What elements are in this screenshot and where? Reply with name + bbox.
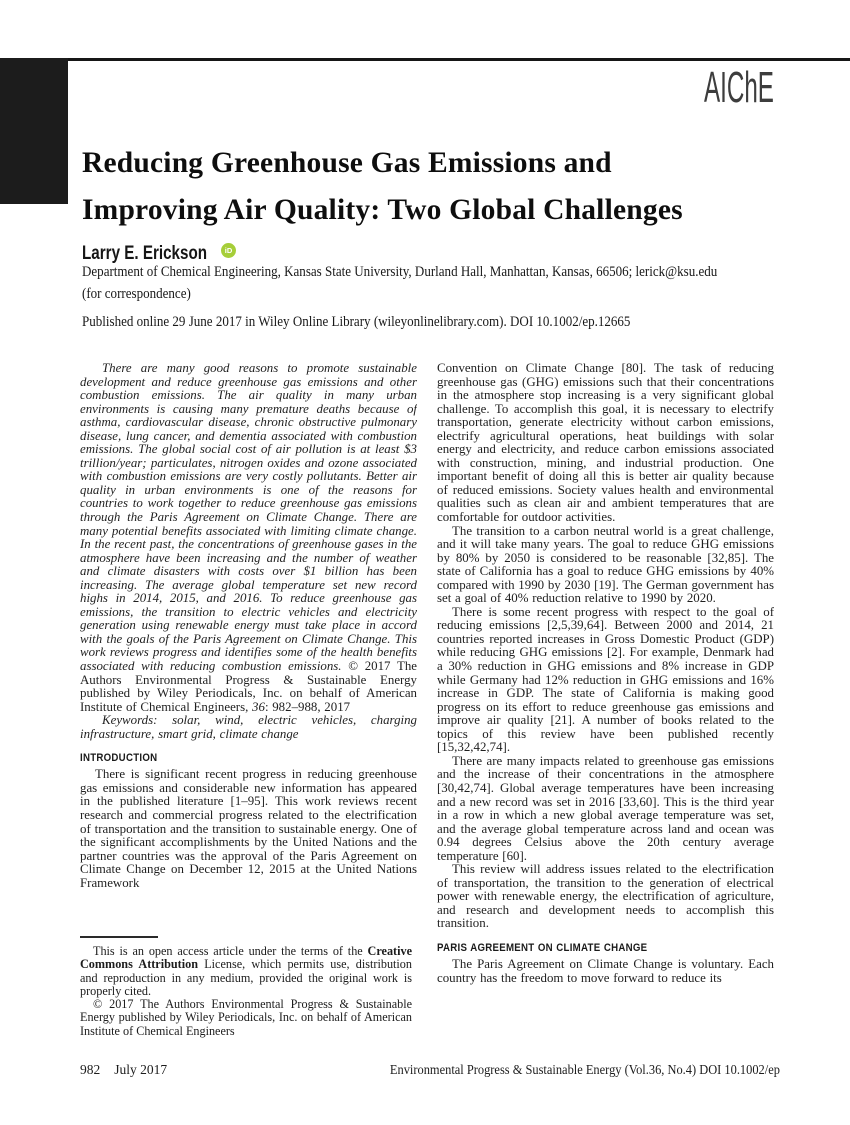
abstract-copyright: © 2017 The Authors Environmental Progress & Sustainable Energy published by Wiley Periodicals, Inc. on behalf of American Institute of Chemical Engineers, <box>80 659 417 714</box>
footnote-copyright: © 2017 The Authors Environmental Progress & Sustainable Energy published by Wiley Periodicals, Inc. on behalf of American Institute of Chemical Engineers <box>80 997 412 1038</box>
header-rule <box>0 58 850 61</box>
page-number: 982 <box>80 1062 101 1077</box>
footer-journal-line: Environmental Progress & Sustainable Energy (Vol.36, No.4) DOI 10.1002/ep <box>389 1062 780 1077</box>
page-title <box>82 140 782 234</box>
author-name: Larry E. Erickson <box>82 243 208 264</box>
title-line-2: Improving Air Quality: Two Global Challenges <box>82 194 683 226</box>
footnote-rule <box>80 936 158 938</box>
keywords-line: Keywords: solar, wind, electric vehicles, charging infrastructure, smart grid, climate change <box>80 713 417 741</box>
open-access-post: License, which permits use, distribution and reproduction in any medium, provided the original work is properly cited. <box>80 957 412 998</box>
abstract-volume: 36 <box>252 699 265 714</box>
paris-agreement-heading: PARIS AGREEMENT ON CLIMATE CHANGE <box>437 941 648 954</box>
open-access-license-name: Creative Commons Attribution <box>80 944 412 972</box>
body-paragraph: There are many impacts related to greenhouse gas emissions and the increase of their concentrations in the atmosphere [30,42,74]. Global average temperatures have been increasing and a new record was set in 2016 [33,60]. This is the third year in a row in which a new global average temperature was set, and the average global temperature across land and ocean was 0.94 degrees Celsius above the 20th century average temperature [60]. <box>437 753 774 863</box>
body-paragraph: Convention on Climate Change [80]. The task of reducing greenhouse gas (GHG) emissions such that their concentrations in the atmosphere stop increasing is a very significant global challenge. To accomplish this goal, it is necessary to electrify transportation, generate electricity without carbon emissions, electrify agricultural operations, heat buildings with solar energy and electricity, and reduce carbon emissions associated with construction, mining, and industrial production. One important benefit of doing all this is better air quality because of reduced emissions. Society values health and environmental qualities such as clean air and ambient temperatures that are comfortable for outdoor activities. <box>437 362 774 525</box>
issue-date: July 2017 <box>114 1062 168 1077</box>
body-paragraph: This review will address issues related to the electrification of transportation, the transition to the generation of electrical power with renewable energy, the electrification of agriculture, and research and development needs to accomplish this transition. <box>437 862 774 931</box>
open-access-note <box>80 945 412 998</box>
introduction-paragraph: There is significant recent progress in reducing greenhouse gas emissions and considerable new information has appeared in the published literature [1–95]. This work reviews recent research and commercial progress related to the electrification of transportation and the transition to sustainable energy. One of the significant accomplishments by the United Nations and the partner countries was the approval of the Paris Agreement on Climate Change on December 12, 2015 at the United Nations Framework <box>80 767 417 890</box>
journal-logo: AIChE <box>704 63 774 112</box>
left-black-bar <box>0 58 68 204</box>
abstract-paragraph <box>80 362 417 714</box>
body-paragraph: The transition to a carbon neutral world is a great challenge, and it will take many years. The goal to reduce GHG emissions by 80% by 2050 is considered to be reasonable [32,85]. The state of California has a goal to reduce GHG emissions by 40% compared with 1990 by 2030 [19]. The German government has set a goal of 40% reduction relative to 1990 by 2020. <box>437 523 774 606</box>
abstract-pages: : 982–988, 2017 <box>264 699 351 714</box>
body-paragraph: There is some recent progress with respect to the goal of reducing emissions [2,5,39,64]. Between 2000 and 2014, 21 countries reported increases in Gross Domestic Product (GDP) while reducing GHG emissions [2]. For example, Denmark had a 30% reduction in GHG emissions and 8% increase in GDP while Germany had 12% reduction in GHG emissions and 16% increase in GDP. The state of California is making good progress on its effort to reduce greenhouse gas emissions and improve air quality [21]. A number of books related to the topics of this review have been published recently [15,32,42,74]. <box>437 604 774 755</box>
published-line: Published online 29 June 2017 in Wiley Online Library (wileyonlinelibrary.com). DOI 10.1002/ep.12665 <box>82 314 631 330</box>
orcid-icon: iD <box>221 243 236 258</box>
open-access-pre: This is an open access article under the terms of the <box>93 944 368 958</box>
title-line-1: Reducing Greenhouse Gas Emissions and <box>82 147 612 179</box>
footnote-block <box>80 936 412 1038</box>
introduction-heading: INTRODUCTION <box>80 752 158 765</box>
affiliation-line: Department of Chemical Engineering, Kansas State University, Durland Hall, Manhattan, Kansas, 66506; lerick@ksu.edu <box>82 264 718 280</box>
right-column <box>437 362 774 1054</box>
body-paragraph: The Paris Agreement on Climate Change is voluntary. Each country has the freedom to move forward to reduce its <box>437 956 774 985</box>
abstract-text: There are many good reasons to promote sustainable development and reduce greenhouse gas emissions and other combustion emissions. The air quality in many urban environments is causing many premature deaths because of asthma, cardiovascular disease, chronic obstructive pulmonary disease, lung cancer, and dementia associated with combustion emissions. The global social cost of air pollution is at least $3 trillion/year; particulates, nitrogen oxides and ozone associated with combustion emissions are very costly pollutants. Better air quality in urban environments is one of the reasons for countries to work together to reduce greenhouse gas emissions through the Paris Agreement on Climate Change. There are many potential benefits associated with limiting climate change. In the recent past, the concentrations of greenhouse gases in the atmosphere have been increasing and the number of weather and climate disasters with costs over $1 billion has been increasing. The average global temperature set new record highs in 2014, 2015, and 2016. To reduce greenhouse gas emissions, the transition to electric vehicles and electricity generation using renewable energy must take place in accord with the goals of the Paris Agreement on Climate Change. This work reviews progress and identifies some of the health benefits associated with reducing combustion emissions. <box>80 362 417 674</box>
footer-left <box>80 1062 167 1078</box>
correspondence-line: (for correspondence) <box>82 286 191 302</box>
left-column <box>80 362 417 934</box>
